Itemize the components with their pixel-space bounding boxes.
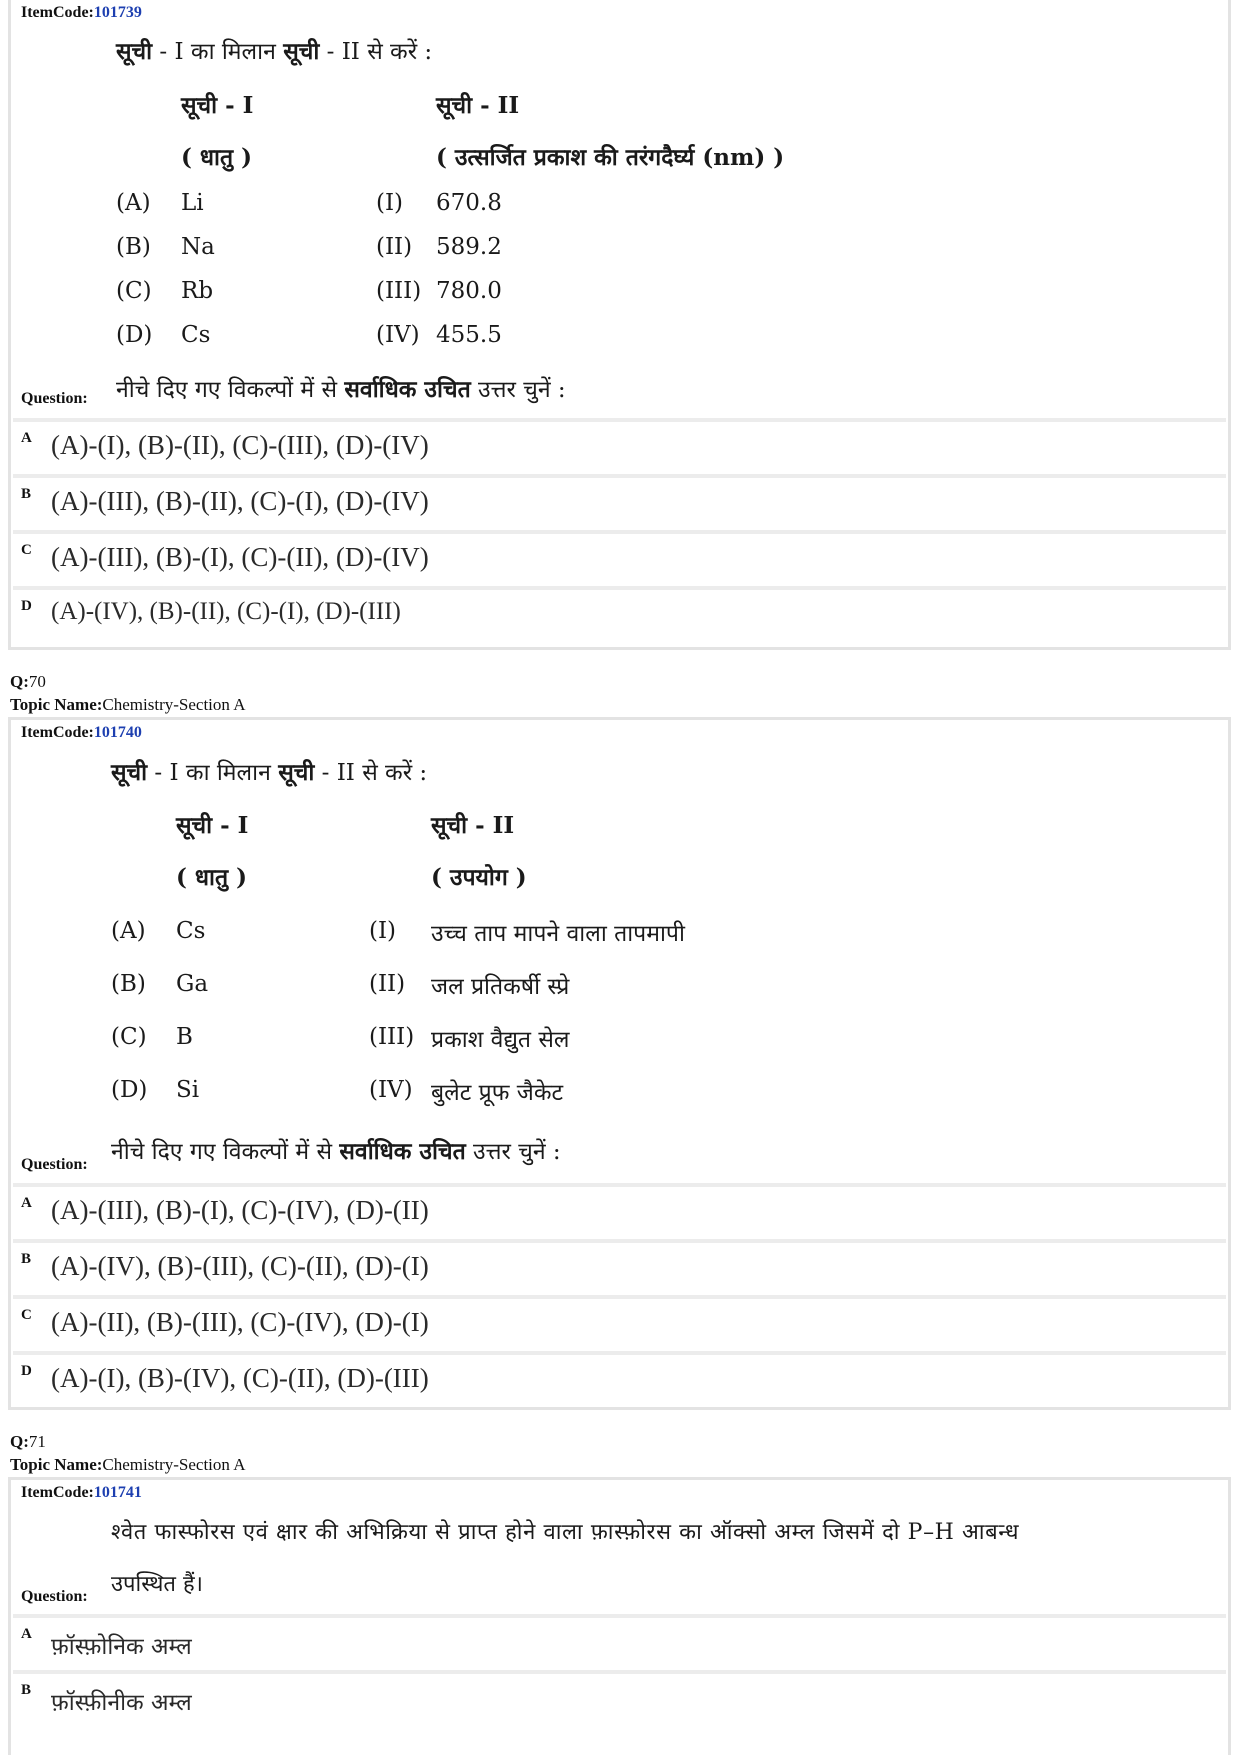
question-stem: सूची - I का मिलान सूची - II से करें : (116, 38, 433, 65)
match-row-value: 780.0 (436, 278, 502, 304)
match-row-item: Li (181, 190, 204, 216)
list1-heading: सूची - I (176, 812, 249, 839)
option-text: (A)-(III), (B)-(I), (C)-(IV), (D)-(II) (51, 1195, 429, 1225)
match-row-value: प्रकाश वैद्युत सेल (431, 1027, 570, 1053)
match-row-roman: (II) (369, 971, 406, 997)
list1-subheading: ( धातु ) (181, 144, 252, 171)
match-row-item: Rb (181, 278, 214, 304)
option-letter: A (21, 430, 32, 446)
question-stem-line2: उपस्थित हैं। (111, 1572, 203, 1597)
match-row-value: उच्च ताप मापने वाला तापमापी (431, 921, 685, 947)
option-text: (A)-(II), (B)-(III), (C)-(IV), (D)-(I) (51, 1307, 429, 1337)
question-stem: सूची - I का मिलान सूची - II से करें : (111, 759, 428, 786)
match-row-item: Cs (181, 322, 211, 348)
item-code: ItemCode:101739 (21, 4, 142, 21)
option-text: फ़ॉस्फ़ोनिक अम्ल (51, 1634, 192, 1660)
question-block-101741 (8, 1477, 1231, 1755)
match-row-value: 455.5 (436, 322, 502, 348)
question-number: Q:71 (10, 1432, 46, 1451)
option-text: (A)-(I), (B)-(IV), (C)-(II), (D)-(III) (51, 1363, 429, 1393)
list2-subheading: ( उत्सर्जित प्रकाश की तरंगदैर्घ्य (nm) ) (436, 144, 785, 171)
match-row-roman: (III) (376, 278, 422, 304)
item-code: ItemCode:101740 (21, 724, 142, 741)
match-row-label: (B) (116, 234, 151, 260)
option-a[interactable] (13, 1614, 1226, 1666)
option-letter: B (21, 486, 32, 502)
question-block-101740 (8, 717, 1231, 1410)
question-label: Question: (21, 390, 88, 407)
match-row-roman: (II) (376, 234, 413, 260)
match-row-item: B (176, 1024, 193, 1050)
list1-subheading: ( धातु ) (176, 864, 247, 891)
list2-heading: सूची - II (431, 812, 515, 839)
list1-heading: सूची - I (181, 92, 254, 119)
match-row-item: Si (176, 1077, 200, 1103)
question-number: Q:70 (10, 672, 46, 691)
match-row-label: (C) (116, 278, 152, 304)
match-row-item: Na (181, 234, 215, 260)
match-row-label: (A) (111, 918, 146, 944)
topic-name: Topic Name:Chemistry-Section A (10, 695, 246, 714)
question-stem-line1: श्वेत फास्फोरस एवं क्षार की अभिक्रिया से प्राप्त होने वाला फ़ास्फ़ोरस का ऑक्सो अम्ल जिसमें दो P–H आबन्ध (111, 1520, 1020, 1545)
match-row-label: (A) (116, 190, 151, 216)
option-text: (A)-(I), (B)-(II), (C)-(III), (D)-(IV) (51, 430, 429, 460)
option-b[interactable] (13, 1239, 1226, 1291)
question-label: Question: (21, 1156, 88, 1173)
option-letter: A (21, 1195, 32, 1211)
match-row-roman: (I) (376, 190, 404, 216)
match-row-label: (C) (111, 1024, 147, 1050)
option-text: (A)-(III), (B)-(II), (C)-(I), (D)-(IV) (51, 486, 429, 516)
match-row-value: 589.2 (436, 234, 502, 260)
match-row-roman: (IV) (369, 1077, 413, 1103)
list2-heading: सूची - II (436, 92, 520, 119)
option-text: (A)-(IV), (B)-(III), (C)-(II), (D)-(I) (51, 1251, 429, 1281)
match-row-item: Ga (176, 971, 209, 997)
option-letter: D (21, 1363, 32, 1379)
option-letter: C (21, 542, 32, 558)
question-instruction: नीचे दिए गए विकल्पों में से सर्वाधिक उचित उत्तर चुनें : (116, 376, 566, 403)
match-row-value: 670.8 (436, 190, 502, 216)
option-text: (A)-(III), (B)-(I), (C)-(II), (D)-(IV) (51, 542, 429, 572)
option-d[interactable] (13, 1351, 1226, 1403)
match-row-roman: (III) (369, 1024, 415, 1050)
option-letter: B (21, 1251, 32, 1267)
option-text: (A)-(IV), (B)-(II), (C)-(I), (D)-(III) (51, 598, 401, 625)
option-text: फ़ॉस्फ़ीनीक अम्ल (51, 1690, 192, 1716)
match-row-value: जल प्रतिकर्षी स्प्रे (431, 974, 570, 1000)
option-c[interactable] (13, 1295, 1226, 1347)
topic-name: Topic Name:Chemistry-Section A (10, 1455, 246, 1474)
option-a[interactable] (13, 418, 1226, 470)
question-label: Question: (21, 1588, 88, 1605)
list2-subheading: ( उपयोग ) (431, 864, 527, 891)
match-row-roman: (I) (369, 918, 397, 944)
option-letter: A (21, 1626, 32, 1642)
option-d[interactable] (13, 586, 1226, 638)
option-c[interactable] (13, 530, 1226, 582)
match-row-item: Cs (176, 918, 206, 944)
question-instruction: नीचे दिए गए विकल्पों में से सर्वाधिक उचित उत्तर चुनें : (111, 1138, 561, 1165)
option-b[interactable] (13, 474, 1226, 526)
match-row-label: (D) (116, 322, 153, 348)
option-letter: C (21, 1307, 32, 1323)
match-row-value: बुलेट प्रूफ जैकेट (431, 1080, 564, 1106)
item-code: ItemCode:101741 (21, 1484, 142, 1501)
option-letter: D (21, 598, 32, 614)
match-row-label: (D) (111, 1077, 148, 1103)
match-row-roman: (IV) (376, 322, 420, 348)
question-block-101739 (8, 0, 1231, 650)
option-a[interactable] (13, 1183, 1226, 1235)
option-letter: B (21, 1682, 32, 1698)
match-row-label: (B) (111, 971, 146, 997)
option-b[interactable] (13, 1670, 1226, 1722)
